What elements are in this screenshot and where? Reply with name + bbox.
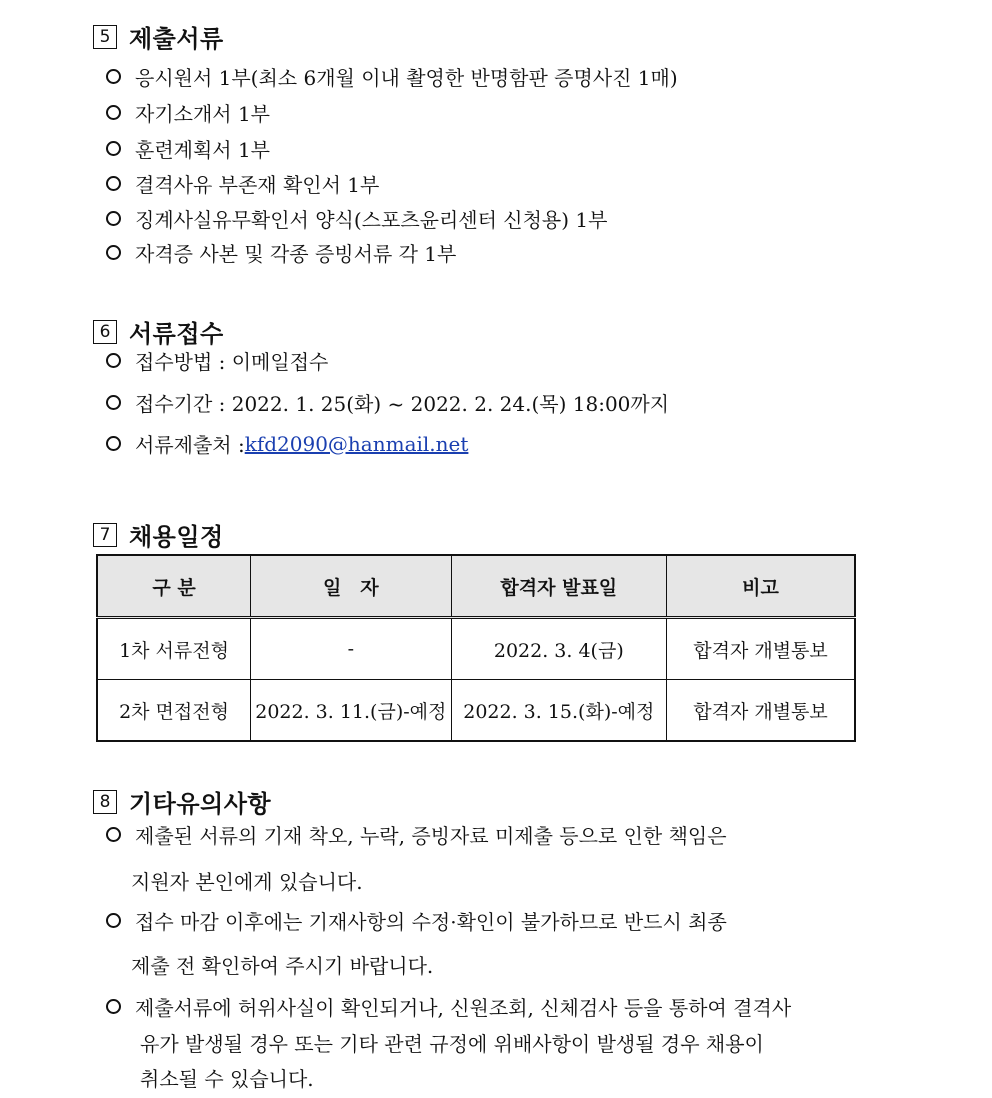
header-remarks: 비고 — [667, 555, 855, 618]
header-date: 일 자 — [251, 555, 452, 618]
list-item: 자격증 사본 및 각종 증빙서류 각 1부 — [106, 238, 456, 267]
list-item: 서류제출처 : kfd2090@hanmail.net — [106, 429, 468, 458]
table-cell: 1차 서류전형 — [97, 618, 251, 680]
circle-bullet-icon — [106, 69, 121, 84]
list-item: 자기소개서 1부 — [106, 98, 270, 127]
note-item: 제출서류에 허위사실이 확인되거나, 신원조회, 신체검사 등을 통하여 결격사 — [106, 992, 791, 1021]
list-item: 징계사실유무확인서 양식(스포츠윤리센터 신청용) 1부 — [106, 204, 607, 233]
section-title: 채용일정 — [129, 523, 224, 551]
table-cell: 2022. 3. 4(금) — [451, 618, 666, 680]
section-6-header — [93, 314, 224, 349]
list-item: 결격사유 부존재 확인서 1부 — [106, 169, 379, 198]
table-cell: 2022. 3. 15.(화)-예정 — [451, 680, 666, 742]
section-number: 7 — [93, 523, 117, 547]
section-title: 서류접수 — [129, 320, 224, 348]
section-number: 5 — [93, 25, 117, 49]
section-title: 제출서류 — [129, 25, 224, 53]
table-row — [97, 680, 855, 742]
list-item: 훈련계획서 1부 — [106, 134, 270, 163]
circle-bullet-icon — [106, 211, 121, 226]
email-link[interactable]: kfd2090@hanmail.net — [244, 431, 469, 456]
circle-bullet-icon — [106, 353, 121, 368]
circle-bullet-icon — [106, 999, 121, 1014]
note-continuation: 유가 발생될 경우 또는 기타 관련 규정에 위배사항이 발생될 경우 채용이 — [140, 1032, 764, 1056]
section-5-header — [93, 19, 224, 54]
note-item: 접수 마감 이후에는 기재사항의 수정·확인이 불가하므로 반드시 최종 — [106, 906, 727, 935]
circle-bullet-icon — [106, 141, 121, 156]
table-cell: 합격자 개별통보 — [667, 680, 855, 742]
note-item: 제출된 서류의 기재 착오, 누락, 증빙자료 미제출 등으로 인한 책임은 — [106, 820, 727, 849]
schedule-table — [96, 554, 856, 742]
circle-bullet-icon — [106, 176, 121, 191]
header-announce-date: 합격자 발표일 — [451, 555, 666, 618]
section-title: 기타유의사항 — [129, 790, 272, 818]
circle-bullet-icon — [106, 395, 121, 410]
table-row — [97, 618, 855, 680]
circle-bullet-icon — [106, 913, 121, 928]
section-number: 8 — [93, 790, 117, 814]
table-cell: 합격자 개별통보 — [667, 618, 855, 680]
table-cell: 2차 면접전형 — [97, 680, 251, 742]
circle-bullet-icon — [106, 436, 121, 451]
table-cell: - — [251, 618, 452, 680]
section-number: 6 — [93, 320, 117, 344]
list-item: 접수기간 : 2022. 1. 25(화) ~ 2022. 2. 24.(목) 18:00까지 — [106, 388, 669, 417]
circle-bullet-icon — [106, 245, 121, 260]
circle-bullet-icon — [106, 827, 121, 842]
note-continuation: 제출 전 확인하여 주시기 바랍니다. — [131, 954, 434, 978]
section-8-header — [93, 784, 271, 819]
circle-bullet-icon — [106, 105, 121, 120]
list-item: 접수방법 : 이메일접수 — [106, 346, 328, 375]
list-item: 응시원서 1부(최소 6개월 이내 촬영한 반명함판 증명사진 1매) — [106, 62, 678, 91]
table-header-row — [97, 555, 855, 618]
section-7-header — [93, 517, 224, 552]
note-continuation: 취소될 수 있습니다. — [140, 1067, 314, 1091]
table-cell: 2022. 3. 11.(금)-예정 — [251, 680, 452, 742]
header-division: 구 분 — [97, 555, 251, 618]
note-continuation: 지원자 본인에게 있습니다. — [131, 870, 363, 894]
